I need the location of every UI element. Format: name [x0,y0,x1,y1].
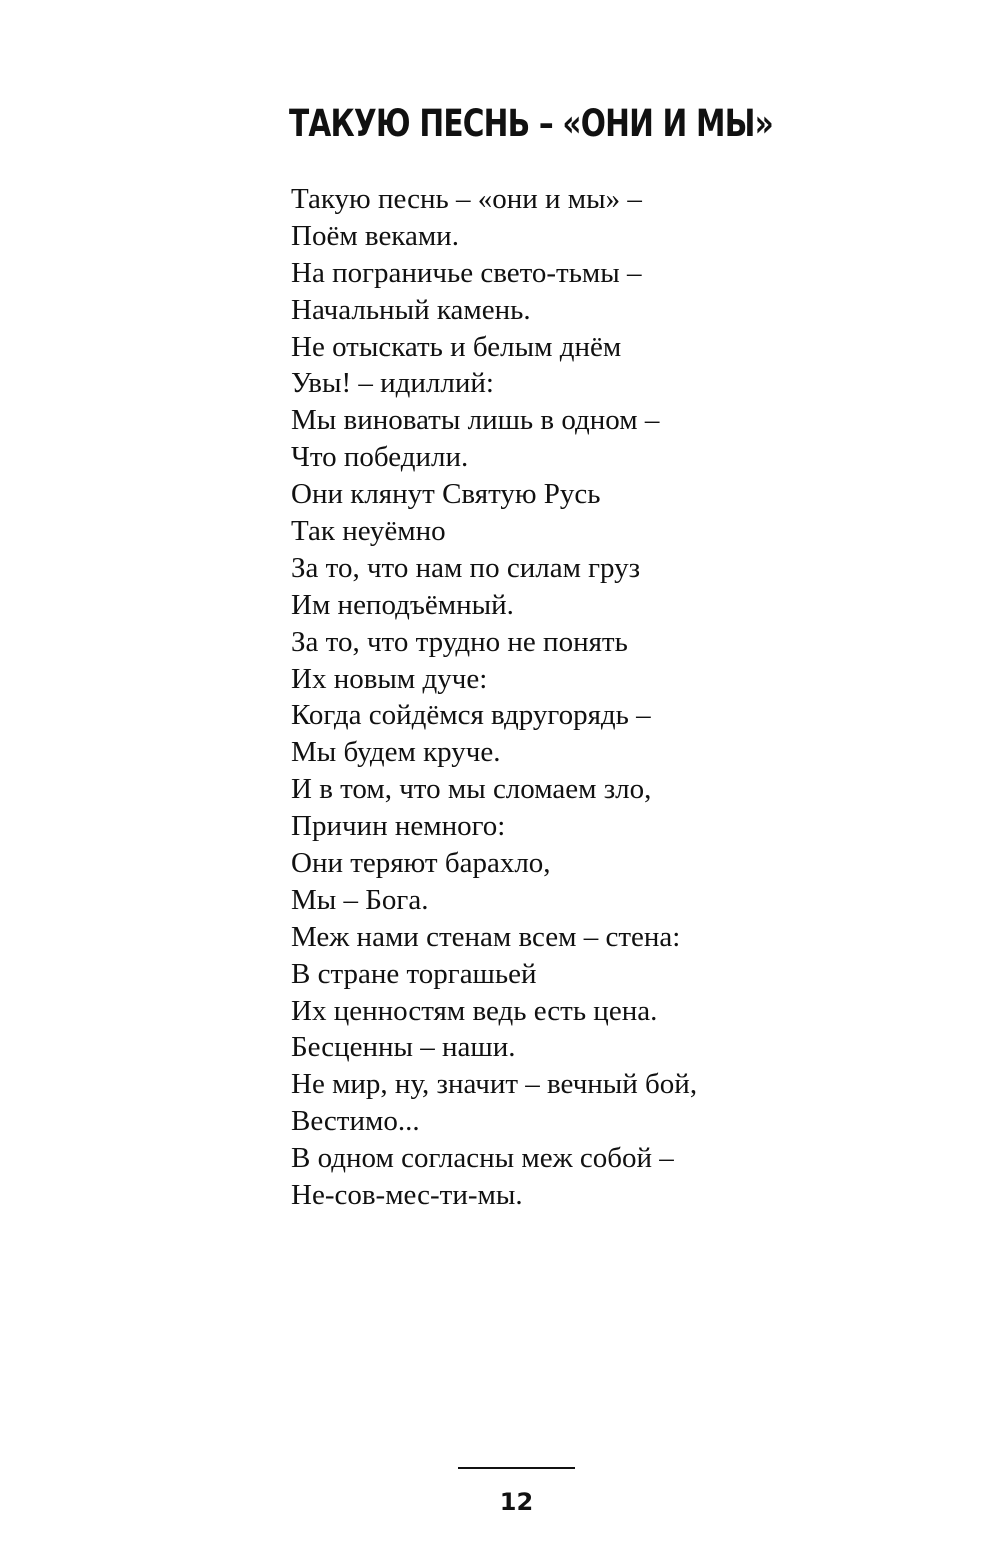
poem-line: Они клянут Святую Русь [291,478,601,511]
poem-line: Не мир, ну, значит – вечный бой, [291,1068,698,1101]
poem-line: Начальный камень. [291,293,531,326]
poem-line: Не отыскать и белым днём [291,330,622,363]
poem-body [291,181,697,1214]
poem-line: Увы! – идиллий: [291,367,494,400]
poem-line: Вестимо... [291,1105,420,1138]
poem-line: В одном согласны меж собой – [291,1142,674,1175]
page-number: 12 [499,1488,534,1516]
poem-line: Их ценностям ведь есть цена. [291,994,658,1027]
poem-line: Бесценны – наши. [291,1031,516,1064]
footer-divider [458,1467,575,1469]
poem-line: Что победили. [291,441,469,474]
poem-line: Поём веками. [291,219,459,252]
poem-line: Их новым дуче: [291,662,488,695]
poem-line: Когда сойдёмся вдругорядь – [291,699,651,732]
poem-line: Не-сов-мес-ти-мы. [291,1179,523,1212]
poem-line: Мы – Бога. [291,883,429,916]
poem-line: Им неподъёмный. [291,588,514,621]
poem-line: Меж нами стенам всем – стена: [291,920,681,953]
poem-line: Мы виноваты лишь в одном – [291,404,660,437]
poem-line: Такую песнь – «они и мы» – [291,183,642,215]
poem-line: За то, что нам по силам груз [291,551,641,584]
poem-line: Они теряют барахло, [291,847,551,880]
poem-line: Мы будем круче. [291,736,501,769]
poem-line: В стране торгашьей [291,957,537,990]
poem-line: Так неуёмно [291,515,446,548]
poem-line: На пограничье свето-тьмы – [291,256,642,289]
poem-line: Причин немного: [291,810,506,843]
poem-line: За то, что трудно не понять [291,625,628,658]
poem-line: И в том, что мы сломаем зло, [291,773,652,806]
poem-title: ТАКУЮ ПЕСНЬ – «ОНИ И МЫ» [289,102,773,145]
